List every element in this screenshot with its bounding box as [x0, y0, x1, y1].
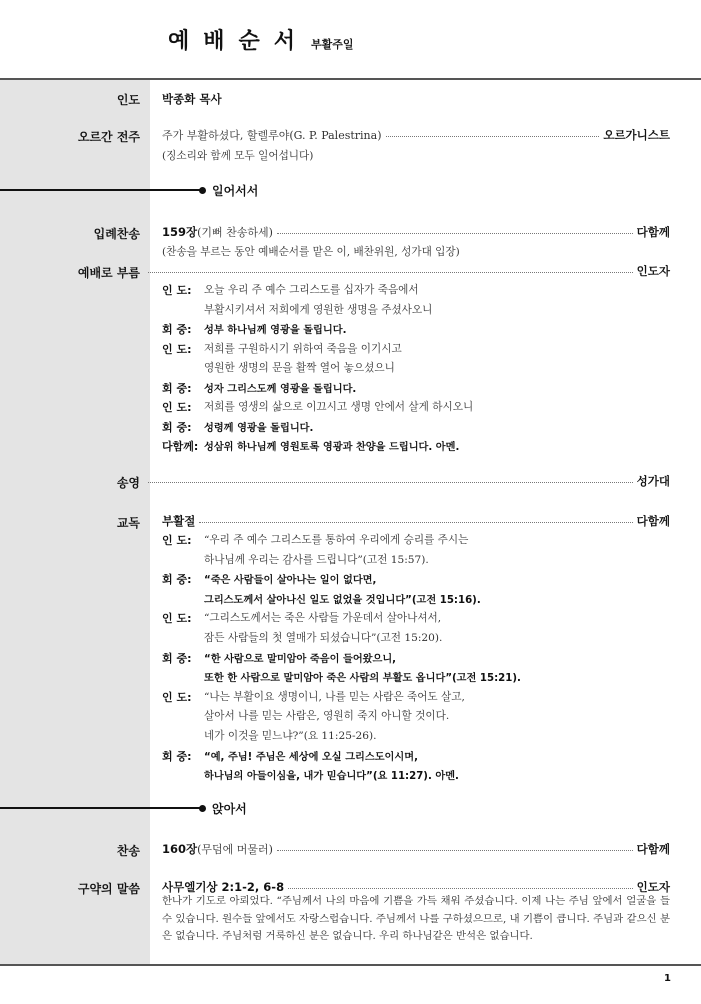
speaker-label: 회 중: — [162, 651, 192, 665]
ot-label: 구약의 말씀 — [77, 882, 140, 896]
processional-label: 입례찬송 — [93, 227, 140, 241]
anthem-line — [148, 473, 670, 489]
dialogue-line — [162, 610, 441, 626]
page-title — [168, 24, 354, 55]
dialogue-line — [162, 438, 459, 454]
speaker-label: 회 중: — [162, 323, 192, 336]
dialogue-text: 성삼위 하나님께 영원토록 영광과 찬양을 드립니다. 아멘. — [204, 442, 460, 453]
dialogue-text: “한 사람으로 말미암아 죽음이 들어왔으니, — [204, 653, 397, 665]
dialogue-line — [162, 419, 313, 435]
dot-leader — [386, 136, 600, 137]
dialogue-continuation: 부활시키셔서 저희에게 영원한 생명을 주셨사오니 — [204, 303, 433, 316]
dialogue-line — [162, 532, 468, 548]
dialogue-line — [162, 341, 402, 357]
prelude-line — [162, 127, 670, 143]
dialogue-text: 성자 그리스도께 영광을 돌립니다. — [204, 383, 357, 395]
litany-title: 부활절 — [162, 514, 196, 528]
title-main: 예배순서 — [168, 29, 310, 54]
dialogue-line — [162, 571, 376, 587]
dialogue-line — [162, 321, 346, 337]
bullet-icon — [199, 805, 206, 812]
anthem-performer: 성가대 — [636, 474, 670, 488]
call-line — [148, 263, 670, 279]
speaker-label: 인 도: — [162, 342, 192, 356]
dialogue-continuation: 살아서 나를 믿는 사람은, 영원히 죽지 아니할 것이다. — [204, 710, 450, 723]
leader-name: 박종화 목사 — [162, 92, 222, 106]
dialogue-text: “예, 주님! 주님은 세상에 오실 그리스도이시며, — [204, 751, 418, 763]
dialogue-line — [162, 282, 419, 298]
dialogue-text: 성부 하나님께 영광을 돌립니다. — [204, 325, 347, 336]
dot-leader — [148, 272, 633, 273]
dialogue-text: “나는 부활이요 생명이니, 나를 믿는 사람은 죽어도 살고, — [204, 690, 465, 703]
speaker-label: 인 도: — [162, 284, 192, 297]
dot-leader — [288, 888, 633, 889]
dot-leader — [199, 522, 632, 523]
dialogue-text: 저희를 구원하시기 위하여 죽음을 이기시고 — [204, 342, 402, 355]
dialogue-continuation: 하나님의 아들이심을, 내가 믿습니다”(요 11:27). 아멘. — [204, 771, 459, 783]
ot-text: 한나가 기도로 아뢰었다. “주님께서 나의 마음에 기쁨을 가득 채워 주셨습니다. 이제 나는 주님 앞에서 얼굴을 들 수 있습니다. 원수들 앞에서도 자랑스럽습니다. 주님께서 나를 구하셨으므로, 내 기쁨이 큽니다. 주님과 같으신 분은 없습니다. 주님처럼 거룩하신 분은 없습니다. 우리 하나님같은 반석은 없습니다. — [162, 895, 670, 942]
hymn-performer: 다함께 — [636, 842, 670, 856]
dialogue-line — [162, 689, 465, 705]
dialogue-line — [162, 399, 473, 415]
title-sub: 부활주일 — [311, 38, 354, 51]
dialogue-text: 오늘 우리 주 예수 그리스도를 십자가 죽음에서 — [204, 284, 419, 296]
speaker-label: 회 중: — [162, 749, 192, 763]
speaker-label: 다함께: — [162, 440, 199, 453]
dialogue-continuation: 하나님께 우리는 감사를 드립니다”(고전 15:57). — [204, 553, 429, 566]
dot-leader — [148, 482, 633, 483]
dialogue-line — [162, 748, 418, 764]
hymn-line — [162, 841, 670, 857]
speaker-label: 인 도: — [162, 612, 192, 626]
dot-leader — [277, 233, 633, 234]
speaker-label: 회 중: — [162, 381, 192, 395]
processional-line — [162, 224, 670, 240]
processional-hymn-title: (기뻐 찬송하세) — [197, 226, 273, 239]
litany-line — [162, 513, 670, 529]
hymn-label: 찬송 — [116, 844, 140, 858]
processional-performer: 다함께 — [636, 225, 670, 239]
prelude-note: (징소리와 함께 모두 일어섭니다) — [162, 150, 314, 162]
prelude-performer: 오르가니스트 — [603, 128, 670, 142]
dialogue-line — [162, 650, 396, 666]
call-performer: 인도자 — [636, 264, 670, 278]
prelude-label: 오르간 전주 — [77, 130, 140, 144]
dialogue-continuation: 영원한 생명의 문을 활짝 열어 놓으셨으니 — [204, 362, 395, 374]
dialogue-line — [162, 380, 356, 396]
call-label: 예배로 부름 — [77, 266, 140, 280]
speaker-label: 회 중: — [162, 420, 192, 434]
hymn-no: 160장 — [162, 842, 198, 856]
bullet-icon — [199, 187, 206, 194]
dot-leader — [277, 850, 633, 851]
speaker-label: 회 중: — [162, 573, 192, 587]
hymn-title: (무덤에 머물러) — [197, 843, 273, 856]
dialogue-continuation: 그리스도께서 살아나신 일도 없었을 것입니다”(고전 15:16). — [204, 594, 481, 606]
page-number: 1 — [664, 973, 671, 984]
dialogue-text: 저희를 영생의 삶으로 이끄시고 생명 안에서 살게 하시오니 — [204, 401, 474, 413]
dialogue-text: 성령께 영광을 돌립니다. — [204, 422, 314, 434]
speaker-label: 인 도: — [162, 401, 192, 414]
dialogue-text: “죽은 사람들이 살아나는 일이 없다면, — [204, 575, 377, 587]
litany-label: 교독 — [116, 516, 140, 530]
section-sit-title: 앉아서 — [212, 801, 247, 816]
section-stand — [0, 183, 258, 197]
ot-performer: 인도자 — [636, 880, 670, 894]
dialogue-continuation: 또한 한 사람으로 말미암아 죽은 사람의 부활도 옵니다”(고전 15:21). — [204, 673, 521, 685]
litany-performer: 다함께 — [636, 514, 670, 528]
prelude-title: 주가 부활하셨다, 할렐루야(G. P. Palestrina) — [162, 129, 382, 142]
top-divider — [0, 78, 701, 80]
section-sit — [0, 801, 247, 815]
anthem-label: 송영 — [116, 476, 140, 490]
speaker-label: 인 도: — [162, 534, 192, 547]
dialogue-text: “우리 주 예수 그리스도를 통하여 우리에게 승리를 주시는 — [204, 534, 469, 546]
processional-hymn-no: 159장 — [162, 225, 198, 239]
dialogue-continuation: 잠든 사람들의 첫 열매가 되셨습니다”(고전 15:20). — [204, 632, 443, 644]
ot-reference: 사무엘기상 2:1-2, 6-8 — [162, 880, 285, 894]
section-stand-title: 일어서서 — [212, 183, 259, 198]
processional-note: (찬송을 부르는 동안 예배순서를 맡은 이, 배찬위원, 성가대 입장) — [162, 246, 460, 258]
leader-label: 인도 — [116, 93, 140, 107]
dialogue-text: “그리스도께서는 죽은 사람들 가운데서 살아나셔서, — [204, 612, 442, 625]
speaker-label: 인 도: — [162, 690, 192, 704]
bottom-divider — [0, 964, 701, 966]
dialogue-continuation: 네가 이것을 믿느냐?”(요 11:25-26). — [204, 730, 377, 742]
